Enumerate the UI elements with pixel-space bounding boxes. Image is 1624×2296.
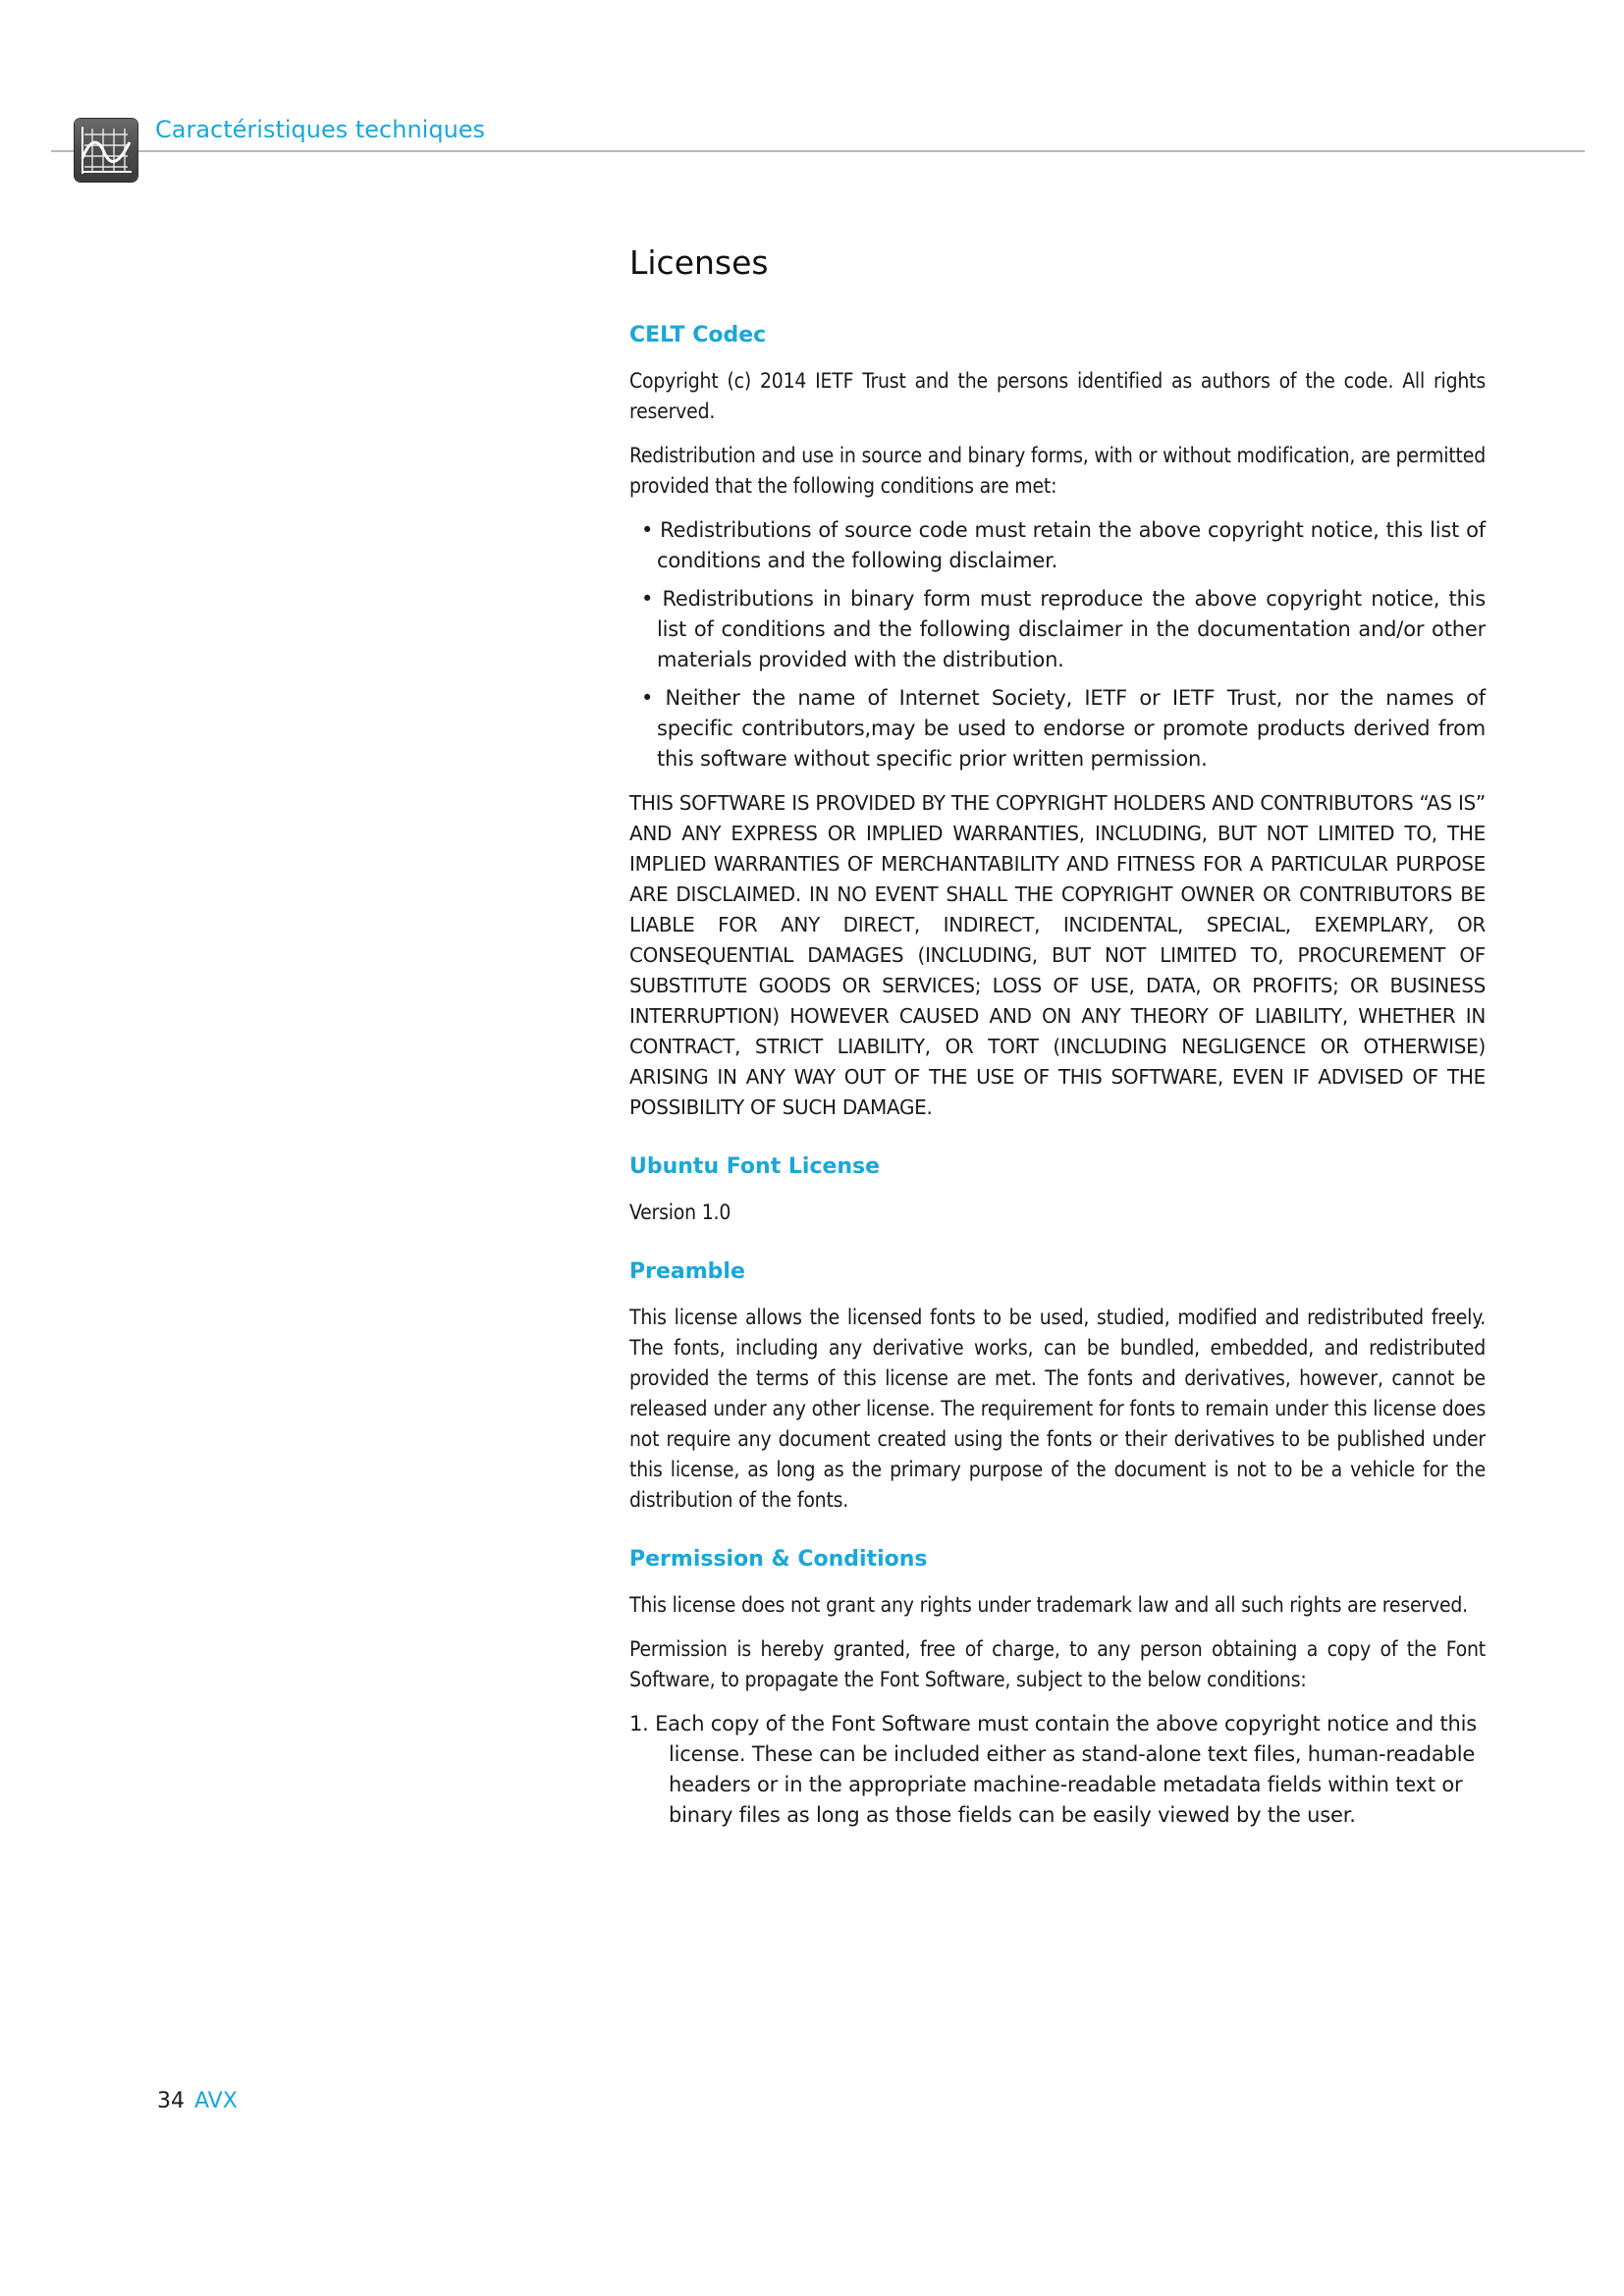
ubuntu-version: Version 1.0 — [629, 1201, 731, 1224]
page-number: 34 — [157, 2089, 185, 2113]
celt-copyright: Copyright (c) 2014 IETF Trust and the persons identified as authors of the code. All rights reserved. — [629, 369, 1486, 423]
list-item: 1. Each copy of the Font Software must contain the above copyright notice and this license. These can be included either as stand-alone text files, human-readable headers or in the appropriate machine-readable metadata fields within text or binary files as long as those fields can be easily viewed by the user. — [629, 1712, 1477, 1827]
list-item: • Redistributions in binary form must reproduce the above copyright notice, this list of conditions and the following disclaimer in the documentation and/or other materials provided with the distribution. — [641, 587, 1486, 671]
preamble-text: This license allows the licensed fonts to be used, studied, modified and redistributed freely. The fonts, including any derivative works, can be bundled, embedded, and redistributed provided the terms of this license are met. The fonts and derivatives, however, cannot be released under any other license. The requirement for fonts to remain under this license does not require any document created using the fonts or their derivatives to be published under this license, as long as the primary purpose of the document is not to be a vehicle for the distribution of the fonts. — [629, 1306, 1486, 1512]
permission-conditions-list — [629, 1709, 1486, 1831]
brand-name: AVX — [194, 2089, 238, 2113]
section-title: Caractéristiques techniques — [155, 114, 489, 145]
celt-conditions-list — [629, 515, 1486, 774]
ubuntu-font-license-heading: Ubuntu Font License — [629, 1154, 881, 1179]
permission-conditions-heading: Permission & Conditions — [629, 1547, 928, 1572]
chart-grid-icon — [75, 119, 137, 182]
list-item: • Neither the name of Internet Society, IETF or IETF Trust, nor the names of specific contributors,may be used to endorse or promote products derived from this software without specific prior written permission. — [641, 686, 1486, 771]
celt-redistribution: Redistribution and use in source and binary forms, with or without modification, are permitted provided that the following conditions are met: — [629, 444, 1486, 498]
page-footer — [157, 2087, 238, 2116]
celt-codec-heading: CELT Codec — [629, 323, 767, 347]
permission-trademark: This license does not grant any rights under trademark law and all such rights are reserved. — [629, 1593, 1468, 1617]
list-item: • Redistributions of source code must retain the above copyright notice, this list of conditions and the following disclaimer. — [641, 518, 1486, 572]
header-rule — [51, 150, 1585, 152]
permission-grant: Permission is hereby granted, free of charge, to any person obtaining a copy of the Font Software, to propagate the Font Software, subject to the below conditions: — [629, 1637, 1486, 1691]
preamble-heading: Preamble — [629, 1259, 745, 1284]
celt-disclaimer: THIS SOFTWARE IS PROVIDED BY THE COPYRIGHT HOLDERS AND CONTRIBUTORS “AS IS” AND ANY EXPRESS OR IMPLIED WARRANTIES, INCLUDING, BUT NOT LIMITED TO, THE IMPLIED WARRANTIES OF MERCHANTABILITY AND FITNESS FOR A PARTICULAR PURPOSE ARE DISCLAIMED. IN NO EVENT SHALL THE COPYRIGHT OWNER OR CONTRIBUTORS BE LIABLE FOR ANY DIRECT, INDIRECT, INCIDENTAL, SPECIAL, EXEMPLARY, OR CONSEQUENTIAL DAMAGES (INCLUDING, BUT NOT LIMITED TO, PROCUREMENT OF SUBSTITUTE GOODS OR SERVICES; LOSS OF USE, DATA, OR PROFITS; OR BUSINESS INTERRUPTION) HOWEVER CAUSED AND ON ANY THEORY OF LIABILITY, WHETHER IN CONTRACT, STRICT LIABILITY, OR TORT (INCLUDING NEGLIGENCE OR OTHERWISE) ARISING IN ANY WAY OUT OF THE USE OF THIS SOFTWARE, EVEN IF ADVISED OF THE POSSIBILITY OF SUCH DAMAGE. — [629, 791, 1486, 1119]
main-content — [629, 241, 1486, 1831]
page-title: Licenses — [629, 243, 769, 282]
